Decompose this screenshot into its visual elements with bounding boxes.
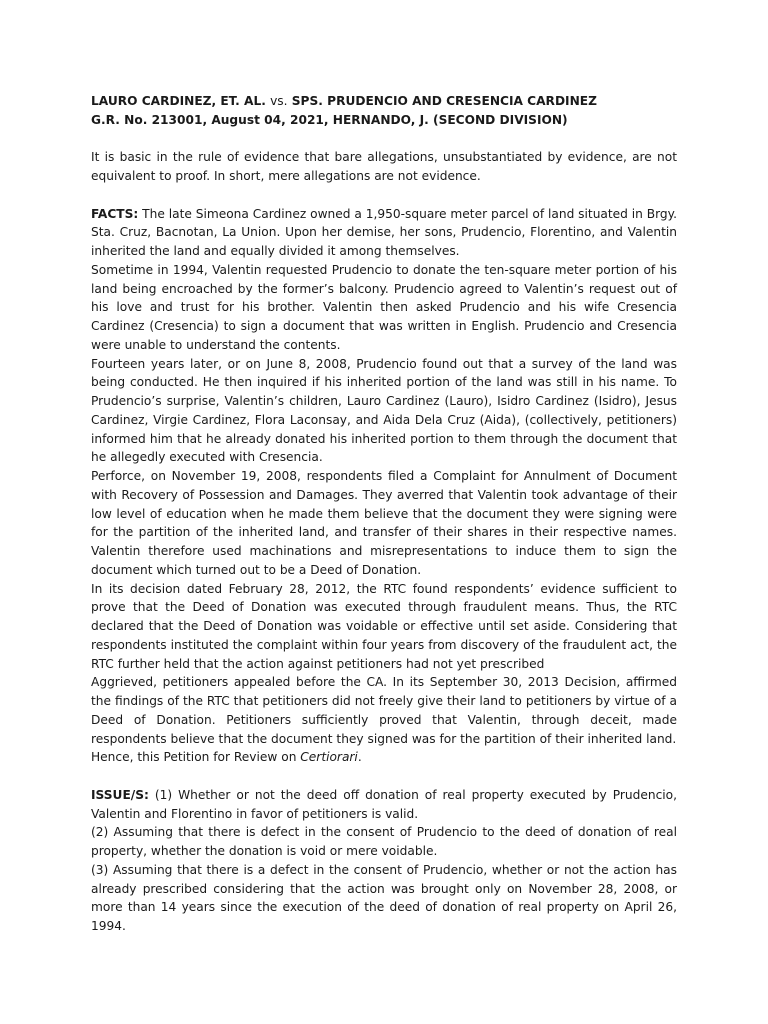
case-caption xyxy=(91,92,677,111)
facts-paragraph-5: In its decision dated February 28, 2012, the RTC found respondents’ evidence sufficient to prove that the Deed of Donation was executed through fraudulent means. Thus, the RTC declared that the Deed of Donation was voidable or effective until set aside. Considering that respondents instituted the complaint within four years from discovery of the fraudulent act, the RTC further held that the action against petitioners had not yet prescribed xyxy=(91,581,677,671)
issue-paragraph-1 xyxy=(91,786,677,824)
respondents-name: SPS. PRUDENCIO AND CRESENCIA CARDINEZ xyxy=(291,94,597,108)
facts-paragraph-2: Sometime in 1994, Valentin requested Prudencio to donate the ten-square meter portion of his land being encroached by the former’s balcony. Prudencio agreed to Valentin’s request out of his love and trust for his brother. Valentin then asked Prudencio and his wife Cresencia Cardinez (Cresencia) to sign a document that was written in English. Prudencio and Cresencia were unable to understand the contents. xyxy=(91,262,677,352)
issue-text-1: (1) Whether or not the deed off donation of real property executed by Prudencio, Valentin and Florentino in favor of petitioners is valid. xyxy=(91,787,677,821)
spacer xyxy=(91,767,677,786)
versus-label: vs. xyxy=(270,94,288,108)
facts-closing xyxy=(91,748,677,767)
issues-label: ISSUE/S: xyxy=(91,787,149,802)
spacer xyxy=(91,186,677,205)
issue-paragraph-3: (3) Assuming that there is a defect in the consent of Prudencio, whether or not the action has already prescribed considering that the action was brought only on November 28, 2008, or more than 14 years since the execution of the deed of donation of real property on April 26, 1994. xyxy=(91,862,677,933)
issue-paragraph-2: (2) Assuming that there is defect in the consent of Prudencio to the deed of donation of real property, whether the donation is void or mere voidable. xyxy=(91,825,677,858)
facts-paragraph-1 xyxy=(91,205,677,261)
closing-prefix: Hence, this Petition for Review on xyxy=(91,750,301,765)
document-page xyxy=(91,92,677,936)
closing-suffix: . xyxy=(357,750,362,765)
closing-italic: Certiorari xyxy=(300,750,358,765)
facts-paragraph-6: Aggrieved, petitioners appealed before the CA. In its September 30, 2013 Decision, affirmed the findings of the RTC that petitioners did not freely give their land to petitioners by virtue of a Deed of Donation. Petitioners sufficiently proved that Valentin, through deceit, made respondents believe that the document they signed was for the partition of their inherited land. xyxy=(91,675,677,746)
case-citation: G.R. No. 213001, August 04, 2021, HERNANDO, J. (SECOND DIVISION) xyxy=(91,112,568,127)
petitioners-name: LAURO CARDINEZ, ET. AL. xyxy=(91,94,266,108)
spacer xyxy=(91,130,677,149)
facts-label: FACTS: xyxy=(91,206,139,221)
facts-paragraph-3: Fourteen years later, or on June 8, 2008, Prudencio found out that a survey of the land was being conducted. He then inquired if his inherited portion of the land was still in his name. To Prudencio’s surprise, Valentin’s children, Lauro Cardinez (Lauro), Isidro Cardinez (Isidro), Jesus Cardinez, Virgie Cardinez, Flora Laconsay, and Aida Dela Cruz (Aida), (collectively, petitioners) informed him that he already donated his inherited portion to them through the document that he allegedly executed with Cresencia. xyxy=(91,356,677,465)
doctrine-paragraph: It is basic in the rule of evidence that bare allegations, unsubstantiated by evidence, are not equivalent to proof. In short, mere allegations are not evidence. xyxy=(91,150,677,183)
facts-paragraph-4: Perforce, on November 19, 2008, respondents filed a Complaint for Annulment of Document with Recovery of Possession and Damages. They averred that Valentin took advantage of their low level of education when he made them believe that the document they were signing were for the partition of the inherited land, and transfer of their shares in their respective names. Valentin therefore used machinations and misrepresentations to induce them to sign the document which turned out to be a Deed of Donation. xyxy=(91,469,677,577)
facts-text-1: The late Simeona Cardinez owned a 1,950-square meter parcel of land situated in Brgy. Sta. Cruz, Bacnotan, La Union. Upon her demise, her sons, Prudencio, Florentino, and Valentin inherited the land and equally divided it among themselves. xyxy=(91,206,678,258)
